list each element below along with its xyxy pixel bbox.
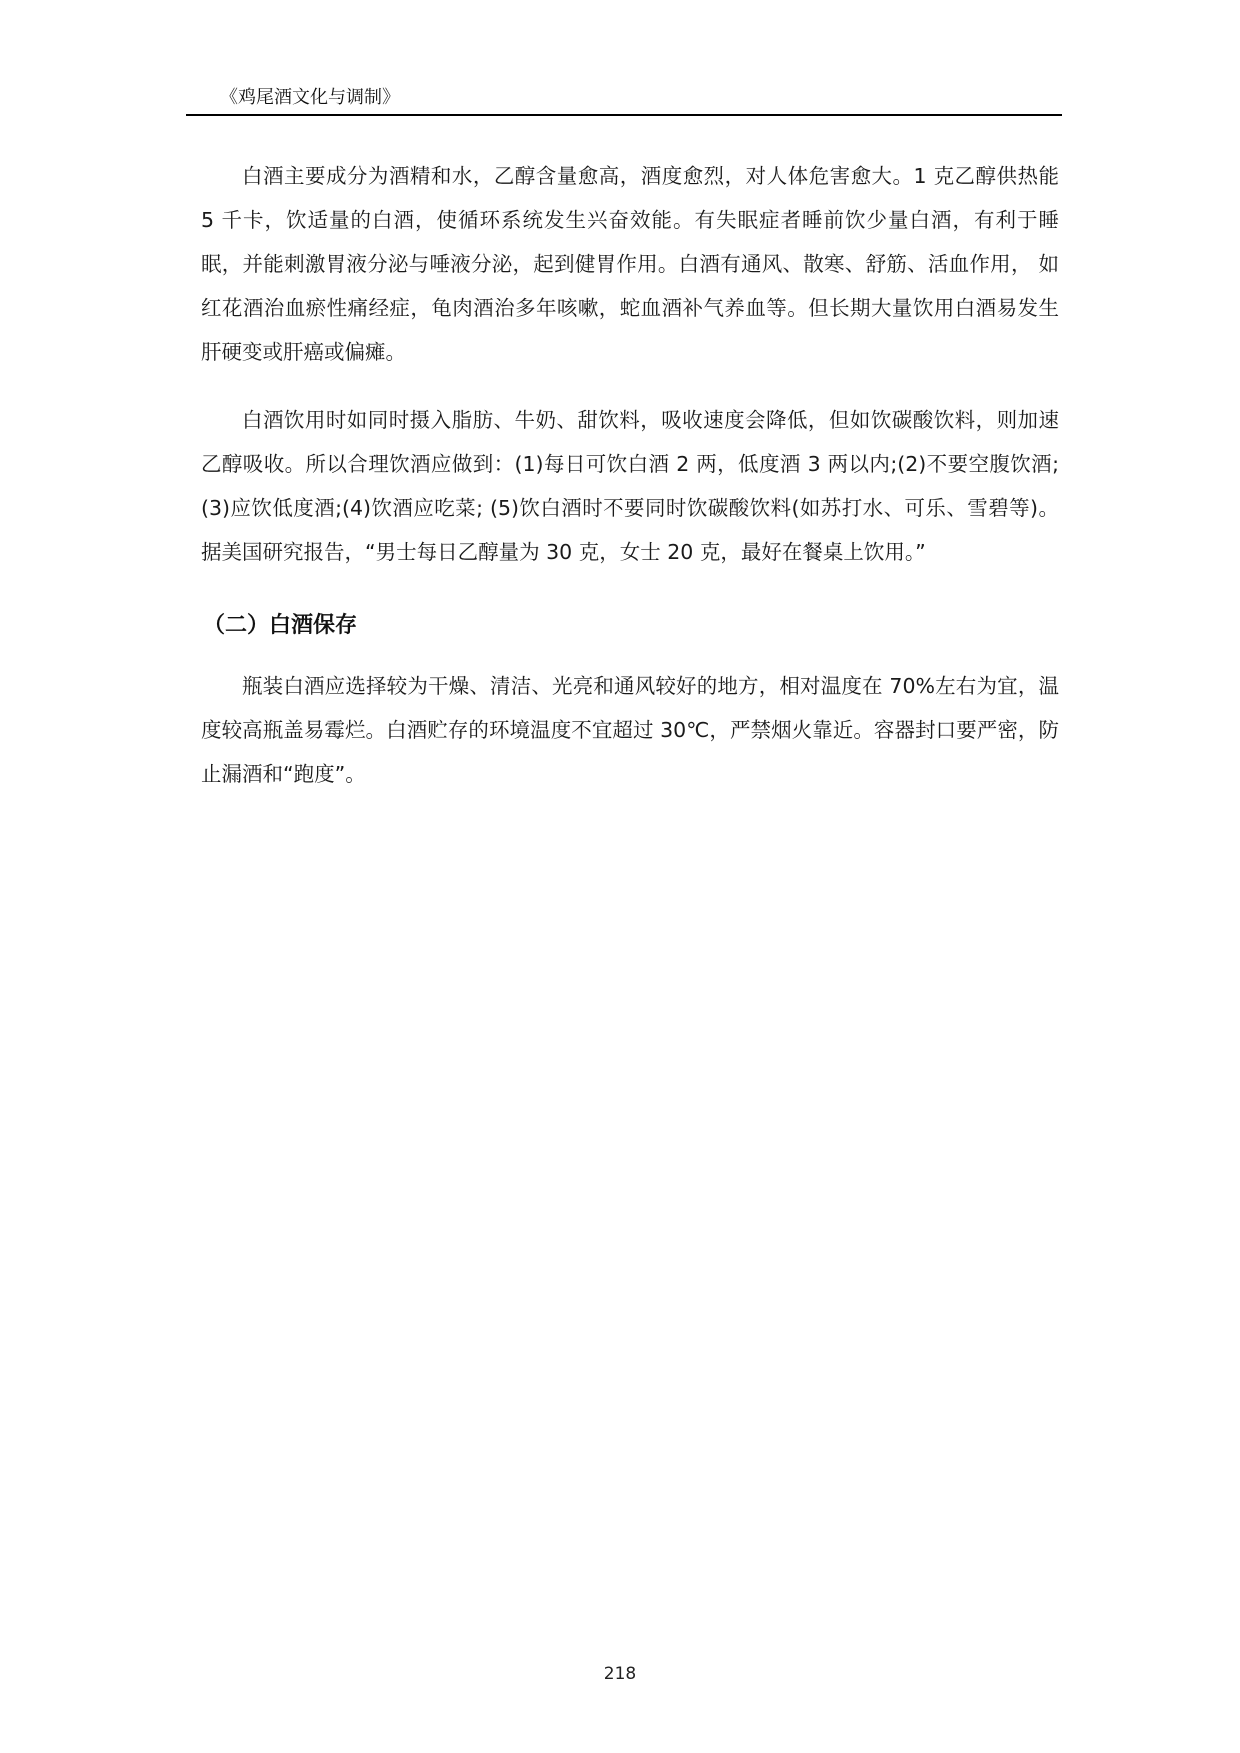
page-header bbox=[186, 86, 1062, 116]
paragraph-health-effects: 白酒主要成分为酒精和水，乙醇含量愈高，酒度愈烈，对人体危害愈大。1 克乙醇供热能 5 千卡，饮适量的白酒，使循环系统发生兴奋效能。有失眠症者睡前饮少量白酒，有利于睡眠，并能刺激胃液分泌与唾液分泌，起到健胃作用。白酒有通风、散寒、舒筋、活血作用， 如红花酒治血瘀性痛经症，龟肉酒治多年咳嗽，蛇血酒补气养血等。但长期大量饮用白酒易发生肝硬变或肝癌或偏瘫。 bbox=[201, 164, 1059, 364]
book-title: 《鸡尾酒文化与调制》 bbox=[220, 87, 400, 108]
paragraph-drinking-guidelines: 白酒饮用时如同时摄入脂肪、牛奶、甜饮料，吸收速度会降低，但如饮碳酸饮料，则加速乙醇吸收。所以合理饮酒应做到：(1)每日可饮白酒 2 两，低度酒 3 两以内;(2)不要空腹饮酒;(3)应饮低度酒;(4)饮酒应吃菜; (5)饮白酒时不要同时饮碳酸饮料(如苏打水、可乐、雪碧等)。据美国研究报告，“男士每日乙醇量为 30 克，女士 20 克，最好在餐桌上饮用。” bbox=[201, 408, 1059, 564]
section-heading: （二）白酒保存 bbox=[203, 613, 358, 638]
paragraph-storage: 瓶装白酒应选择较为干燥、清洁、光亮和通风较好的地方，相对温度在 70%左右为宜，温度较高瓶盖易霉烂。白酒贮存的环境温度不宜超过 30℃，严禁烟火靠近。容器封口要严密，防止漏酒和“跑度”。 bbox=[201, 674, 1059, 786]
page-number: 218 bbox=[603, 1664, 637, 1684]
